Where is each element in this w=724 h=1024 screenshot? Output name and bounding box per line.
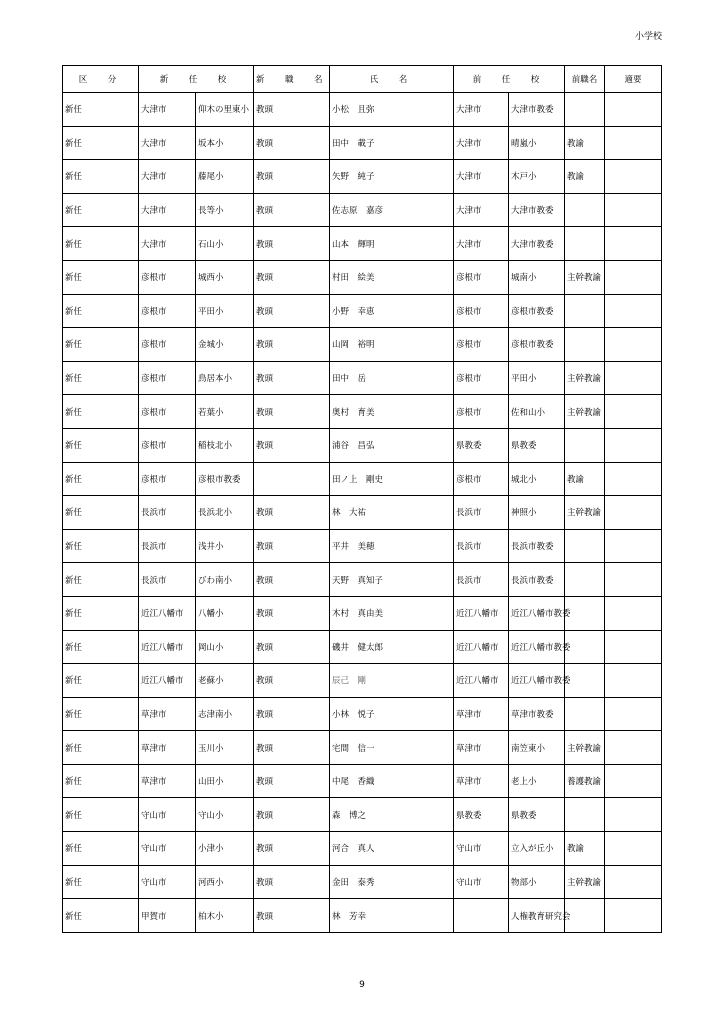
cell-prev-school: 木戸小 xyxy=(509,160,565,194)
cell-new-school: 八幡小 xyxy=(196,596,254,630)
cell-new-position: 教頭 xyxy=(254,630,330,664)
cell-prev-school: 県教委 xyxy=(509,798,565,832)
cell-new-school: 玉川小 xyxy=(196,731,254,765)
cell-new-position: 教頭 xyxy=(254,865,330,899)
cell-prev-position xyxy=(565,328,605,362)
cell-remarks xyxy=(605,294,662,328)
cell-prev-position xyxy=(565,563,605,597)
cell-name: 林 芳幸 xyxy=(330,899,454,933)
cell-new-school: 志津南小 xyxy=(196,697,254,731)
cell-category: 新任 xyxy=(63,395,139,429)
cell-prev-city: 彦根市 xyxy=(454,395,509,429)
header-new-school: 新 任 校 xyxy=(139,66,254,93)
cell-new-position: 教頭 xyxy=(254,160,330,194)
cell-category: 新任 xyxy=(63,126,139,160)
cell-new-position: 教頭 xyxy=(254,798,330,832)
cell-new-school: 岡山小 xyxy=(196,630,254,664)
cell-name: 奥村 育美 xyxy=(330,395,454,429)
cell-new-school: 山田小 xyxy=(196,764,254,798)
cell-prev-city: 彦根市 xyxy=(454,462,509,496)
cell-prev-school: 近江八幡市教委 xyxy=(509,664,565,698)
cell-new-position: 教頭 xyxy=(254,731,330,765)
cell-category: 新任 xyxy=(63,93,139,127)
cell-new-city: 長浜市 xyxy=(139,563,196,597)
cell-prev-school: 長浜市教委 xyxy=(509,529,565,563)
table-row xyxy=(63,664,662,698)
cell-new-city: 守山市 xyxy=(139,832,196,866)
cell-prev-city: 大津市 xyxy=(454,227,509,261)
cell-category: 新任 xyxy=(63,496,139,530)
cell-prev-school: 平田小 xyxy=(509,361,565,395)
cell-remarks xyxy=(605,126,662,160)
cell-name: 田中 載子 xyxy=(330,126,454,160)
table-row xyxy=(63,731,662,765)
cell-prev-position xyxy=(565,428,605,462)
table-row xyxy=(63,832,662,866)
cell-name: 宅間 信一 xyxy=(330,731,454,765)
cell-prev-city: 守山市 xyxy=(454,865,509,899)
cell-remarks xyxy=(605,596,662,630)
cell-prev-position: 主幹教諭 xyxy=(565,361,605,395)
cell-new-school: 仰木の里東小 xyxy=(196,93,254,127)
cell-new-school: 金城小 xyxy=(196,328,254,362)
cell-category: 新任 xyxy=(63,865,139,899)
cell-name: 田ノ上 剛史 xyxy=(330,462,454,496)
cell-category: 新任 xyxy=(63,697,139,731)
table-row xyxy=(63,563,662,597)
cell-name: 山本 輝明 xyxy=(330,227,454,261)
cell-prev-school: 彦根市教委 xyxy=(509,294,565,328)
table-row xyxy=(63,596,662,630)
cell-prev-position: 主幹教諭 xyxy=(565,395,605,429)
header-name: 氏 名 xyxy=(330,66,454,93)
cell-remarks xyxy=(605,260,662,294)
cell-prev-position xyxy=(565,798,605,832)
table-row xyxy=(63,630,662,664)
cell-prev-school: 大津市教委 xyxy=(509,93,565,127)
cell-name: 浦谷 昌弘 xyxy=(330,428,454,462)
cell-prev-school: 城南小 xyxy=(509,260,565,294)
cell-name: 村田 絵美 xyxy=(330,260,454,294)
cell-new-city: 長浜市 xyxy=(139,496,196,530)
cell-new-position: 教頭 xyxy=(254,764,330,798)
cell-prev-position xyxy=(565,697,605,731)
cell-category: 新任 xyxy=(63,798,139,832)
cell-prev-position: 主幹教諭 xyxy=(565,260,605,294)
cell-new-position: 教頭 xyxy=(254,294,330,328)
cell-new-school: 石山小 xyxy=(196,227,254,261)
cell-new-school: 鳥居本小 xyxy=(196,361,254,395)
cell-new-position: 教頭 xyxy=(254,428,330,462)
header-previous-school: 前 任 校 xyxy=(454,66,565,93)
cell-new-school: 彦根市教委 xyxy=(196,462,254,496)
cell-name: 木村 真由美 xyxy=(330,596,454,630)
cell-remarks xyxy=(605,630,662,664)
cell-prev-city: 県教委 xyxy=(454,798,509,832)
table-row xyxy=(63,193,662,227)
cell-prev-school: 大津市教委 xyxy=(509,193,565,227)
cell-remarks xyxy=(605,361,662,395)
cell-remarks xyxy=(605,563,662,597)
cell-new-school: 長浜北小 xyxy=(196,496,254,530)
table-row xyxy=(63,328,662,362)
cell-new-position xyxy=(254,462,330,496)
cell-prev-school: 近江八幡市教委 xyxy=(509,630,565,664)
cell-remarks xyxy=(605,529,662,563)
cell-remarks xyxy=(605,395,662,429)
cell-new-school: 柏木小 xyxy=(196,899,254,933)
cell-new-school: 守山小 xyxy=(196,798,254,832)
cell-prev-city: 大津市 xyxy=(454,160,509,194)
cell-new-city: 大津市 xyxy=(139,126,196,160)
cell-new-city: 長浜市 xyxy=(139,529,196,563)
cell-new-position: 教頭 xyxy=(254,193,330,227)
cell-new-school: びわ南小 xyxy=(196,563,254,597)
cell-name: 小林 悦子 xyxy=(330,697,454,731)
cell-prev-city: 草津市 xyxy=(454,697,509,731)
cell-prev-school: 彦根市教委 xyxy=(509,328,565,362)
cell-name: 矢野 純子 xyxy=(330,160,454,194)
cell-prev-school: 人権教育研究会 xyxy=(509,899,565,933)
cell-prev-school: 近江八幡市教委 xyxy=(509,596,565,630)
table-row xyxy=(63,899,662,933)
cell-prev-city: 近江八幡市 xyxy=(454,596,509,630)
cell-new-school: 城西小 xyxy=(196,260,254,294)
cell-prev-school: 物部小 xyxy=(509,865,565,899)
cell-category: 新任 xyxy=(63,294,139,328)
cell-prev-position xyxy=(565,193,605,227)
cell-new-school: 若葉小 xyxy=(196,395,254,429)
cell-prev-position: 主幹教諭 xyxy=(565,865,605,899)
cell-new-school: 藤尾小 xyxy=(196,160,254,194)
cell-prev-school: 神照小 xyxy=(509,496,565,530)
cell-prev-position: 教諭 xyxy=(565,462,605,496)
header-category: 区 分 xyxy=(63,66,139,93)
cell-remarks xyxy=(605,731,662,765)
cell-new-position: 教頭 xyxy=(254,126,330,160)
cell-prev-position: 主幹教諭 xyxy=(565,496,605,530)
cell-new-school: 河西小 xyxy=(196,865,254,899)
cell-new-position: 教頭 xyxy=(254,832,330,866)
page-number: 9 xyxy=(359,980,365,990)
cell-new-position: 教頭 xyxy=(254,529,330,563)
cell-new-position: 教頭 xyxy=(254,260,330,294)
cell-prev-city: 長浜市 xyxy=(454,496,509,530)
cell-prev-city: 大津市 xyxy=(454,126,509,160)
cell-prev-city: 草津市 xyxy=(454,731,509,765)
cell-name: 磯井 健太郎 xyxy=(330,630,454,664)
table-row xyxy=(63,529,662,563)
cell-remarks xyxy=(605,328,662,362)
cell-new-city: 草津市 xyxy=(139,764,196,798)
cell-new-city: 大津市 xyxy=(139,193,196,227)
cell-category: 新任 xyxy=(63,462,139,496)
cell-remarks xyxy=(605,832,662,866)
cell-new-position: 教頭 xyxy=(254,361,330,395)
table-row xyxy=(63,361,662,395)
cell-new-city: 守山市 xyxy=(139,865,196,899)
cell-prev-city: 守山市 xyxy=(454,832,509,866)
cell-prev-city: 彦根市 xyxy=(454,361,509,395)
cell-prev-school: 佐和山小 xyxy=(509,395,565,429)
table-row xyxy=(63,798,662,832)
cell-category: 新任 xyxy=(63,260,139,294)
cell-prev-school: 立入が丘小 xyxy=(509,832,565,866)
cell-new-school: 坂本小 xyxy=(196,126,254,160)
cell-name: 林 大祐 xyxy=(330,496,454,530)
table-row xyxy=(63,395,662,429)
cell-prev-city: 草津市 xyxy=(454,764,509,798)
cell-prev-school: 晴嵐小 xyxy=(509,126,565,160)
cell-name: 森 博之 xyxy=(330,798,454,832)
cell-category: 新任 xyxy=(63,227,139,261)
cell-name: 辰己 剛 xyxy=(330,664,454,698)
cell-remarks xyxy=(605,764,662,798)
personnel-table xyxy=(62,65,662,933)
cell-prev-city: 大津市 xyxy=(454,193,509,227)
cell-new-position: 教頭 xyxy=(254,93,330,127)
cell-new-position: 教頭 xyxy=(254,227,330,261)
header-remarks: 適要 xyxy=(605,66,662,93)
table-row xyxy=(63,227,662,261)
cell-prev-position xyxy=(565,294,605,328)
table-row xyxy=(63,496,662,530)
cell-name: 小野 幸恵 xyxy=(330,294,454,328)
cell-category: 新任 xyxy=(63,563,139,597)
cell-name: 平井 美穂 xyxy=(330,529,454,563)
table-row xyxy=(63,697,662,731)
cell-new-position: 教頭 xyxy=(254,664,330,698)
cell-new-city: 大津市 xyxy=(139,160,196,194)
cell-remarks xyxy=(605,899,662,933)
cell-new-position: 教頭 xyxy=(254,697,330,731)
cell-remarks xyxy=(605,798,662,832)
table-header-row xyxy=(63,66,662,93)
cell-remarks xyxy=(605,664,662,698)
cell-remarks xyxy=(605,462,662,496)
cell-prev-school: 県教委 xyxy=(509,428,565,462)
school-type-label: 小学校 xyxy=(634,32,662,42)
cell-category: 新任 xyxy=(63,361,139,395)
cell-new-city: 近江八幡市 xyxy=(139,630,196,664)
cell-new-city: 大津市 xyxy=(139,227,196,261)
cell-new-city: 彦根市 xyxy=(139,428,196,462)
cell-category: 新任 xyxy=(63,596,139,630)
cell-remarks xyxy=(605,93,662,127)
cell-new-position: 教頭 xyxy=(254,596,330,630)
cell-prev-position: 養護教諭 xyxy=(565,764,605,798)
cell-name: 中尾 香織 xyxy=(330,764,454,798)
cell-new-school: 老蘇小 xyxy=(196,664,254,698)
cell-category: 新任 xyxy=(63,529,139,563)
cell-prev-city: 大津市 xyxy=(454,93,509,127)
cell-prev-city: 彦根市 xyxy=(454,294,509,328)
cell-new-school: 小津小 xyxy=(196,832,254,866)
header-new-position: 新 職 名 xyxy=(254,66,330,93)
cell-new-position: 教頭 xyxy=(254,395,330,429)
table-row xyxy=(63,260,662,294)
cell-category: 新任 xyxy=(63,328,139,362)
cell-prev-school: 城北小 xyxy=(509,462,565,496)
cell-remarks xyxy=(605,428,662,462)
cell-new-city: 彦根市 xyxy=(139,328,196,362)
cell-prev-city xyxy=(454,899,509,933)
cell-new-city: 甲賀市 xyxy=(139,899,196,933)
cell-category: 新任 xyxy=(63,899,139,933)
cell-prev-position xyxy=(565,529,605,563)
table-row xyxy=(63,294,662,328)
cell-new-school: 稲枝北小 xyxy=(196,428,254,462)
cell-category: 新任 xyxy=(63,731,139,765)
cell-remarks xyxy=(605,193,662,227)
cell-name: 河合 真人 xyxy=(330,832,454,866)
cell-new-position: 教頭 xyxy=(254,328,330,362)
cell-new-position: 教頭 xyxy=(254,563,330,597)
cell-new-position: 教頭 xyxy=(254,496,330,530)
cell-prev-city: 近江八幡市 xyxy=(454,664,509,698)
table-row xyxy=(63,764,662,798)
cell-category: 新任 xyxy=(63,428,139,462)
cell-prev-position: 主幹教諭 xyxy=(565,731,605,765)
cell-prev-position xyxy=(565,93,605,127)
table-row xyxy=(63,462,662,496)
cell-prev-city: 長浜市 xyxy=(454,563,509,597)
cell-remarks xyxy=(605,160,662,194)
cell-prev-position: 教諭 xyxy=(565,832,605,866)
cell-category: 新任 xyxy=(63,193,139,227)
cell-name: 佐志原 嘉彦 xyxy=(330,193,454,227)
table-row xyxy=(63,160,662,194)
cell-new-school: 平田小 xyxy=(196,294,254,328)
cell-new-city: 彦根市 xyxy=(139,462,196,496)
cell-new-city: 大津市 xyxy=(139,93,196,127)
cell-category: 新任 xyxy=(63,832,139,866)
cell-new-school: 浅井小 xyxy=(196,529,254,563)
cell-new-city: 彦根市 xyxy=(139,361,196,395)
cell-new-city: 近江八幡市 xyxy=(139,664,196,698)
cell-new-city: 彦根市 xyxy=(139,294,196,328)
cell-prev-position: 教諭 xyxy=(565,160,605,194)
cell-remarks xyxy=(605,227,662,261)
cell-new-city: 草津市 xyxy=(139,697,196,731)
cell-name: 金田 泰秀 xyxy=(330,865,454,899)
header-previous-position: 前職名 xyxy=(565,66,605,93)
table-row xyxy=(63,126,662,160)
cell-new-city: 守山市 xyxy=(139,798,196,832)
cell-new-city: 彦根市 xyxy=(139,260,196,294)
cell-prev-position: 教諭 xyxy=(565,126,605,160)
cell-remarks xyxy=(605,496,662,530)
cell-name: 小松 且弥 xyxy=(330,93,454,127)
cell-prev-school: 大津市教委 xyxy=(509,227,565,261)
cell-new-city: 近江八幡市 xyxy=(139,596,196,630)
cell-new-school: 長等小 xyxy=(196,193,254,227)
cell-prev-school: 長浜市教委 xyxy=(509,563,565,597)
table-row xyxy=(63,93,662,127)
cell-prev-school: 南笠東小 xyxy=(509,731,565,765)
table-row xyxy=(63,865,662,899)
cell-new-city: 彦根市 xyxy=(139,395,196,429)
table-row xyxy=(63,428,662,462)
cell-prev-school: 老上小 xyxy=(509,764,565,798)
cell-name: 天野 真知子 xyxy=(330,563,454,597)
cell-prev-city: 彦根市 xyxy=(454,260,509,294)
cell-remarks xyxy=(605,697,662,731)
cell-new-position: 教頭 xyxy=(254,899,330,933)
cell-category: 新任 xyxy=(63,160,139,194)
cell-category: 新任 xyxy=(63,630,139,664)
cell-prev-city: 近江八幡市 xyxy=(454,630,509,664)
cell-prev-city: 県教委 xyxy=(454,428,509,462)
cell-prev-city: 長浜市 xyxy=(454,529,509,563)
cell-prev-city: 彦根市 xyxy=(454,328,509,362)
cell-category: 新任 xyxy=(63,764,139,798)
cell-prev-school: 草津市教委 xyxy=(509,697,565,731)
cell-category: 新任 xyxy=(63,664,139,698)
cell-new-city: 草津市 xyxy=(139,731,196,765)
cell-name: 山岡 裕明 xyxy=(330,328,454,362)
cell-prev-position xyxy=(565,227,605,261)
cell-remarks xyxy=(605,865,662,899)
cell-name: 田中 岳 xyxy=(330,361,454,395)
